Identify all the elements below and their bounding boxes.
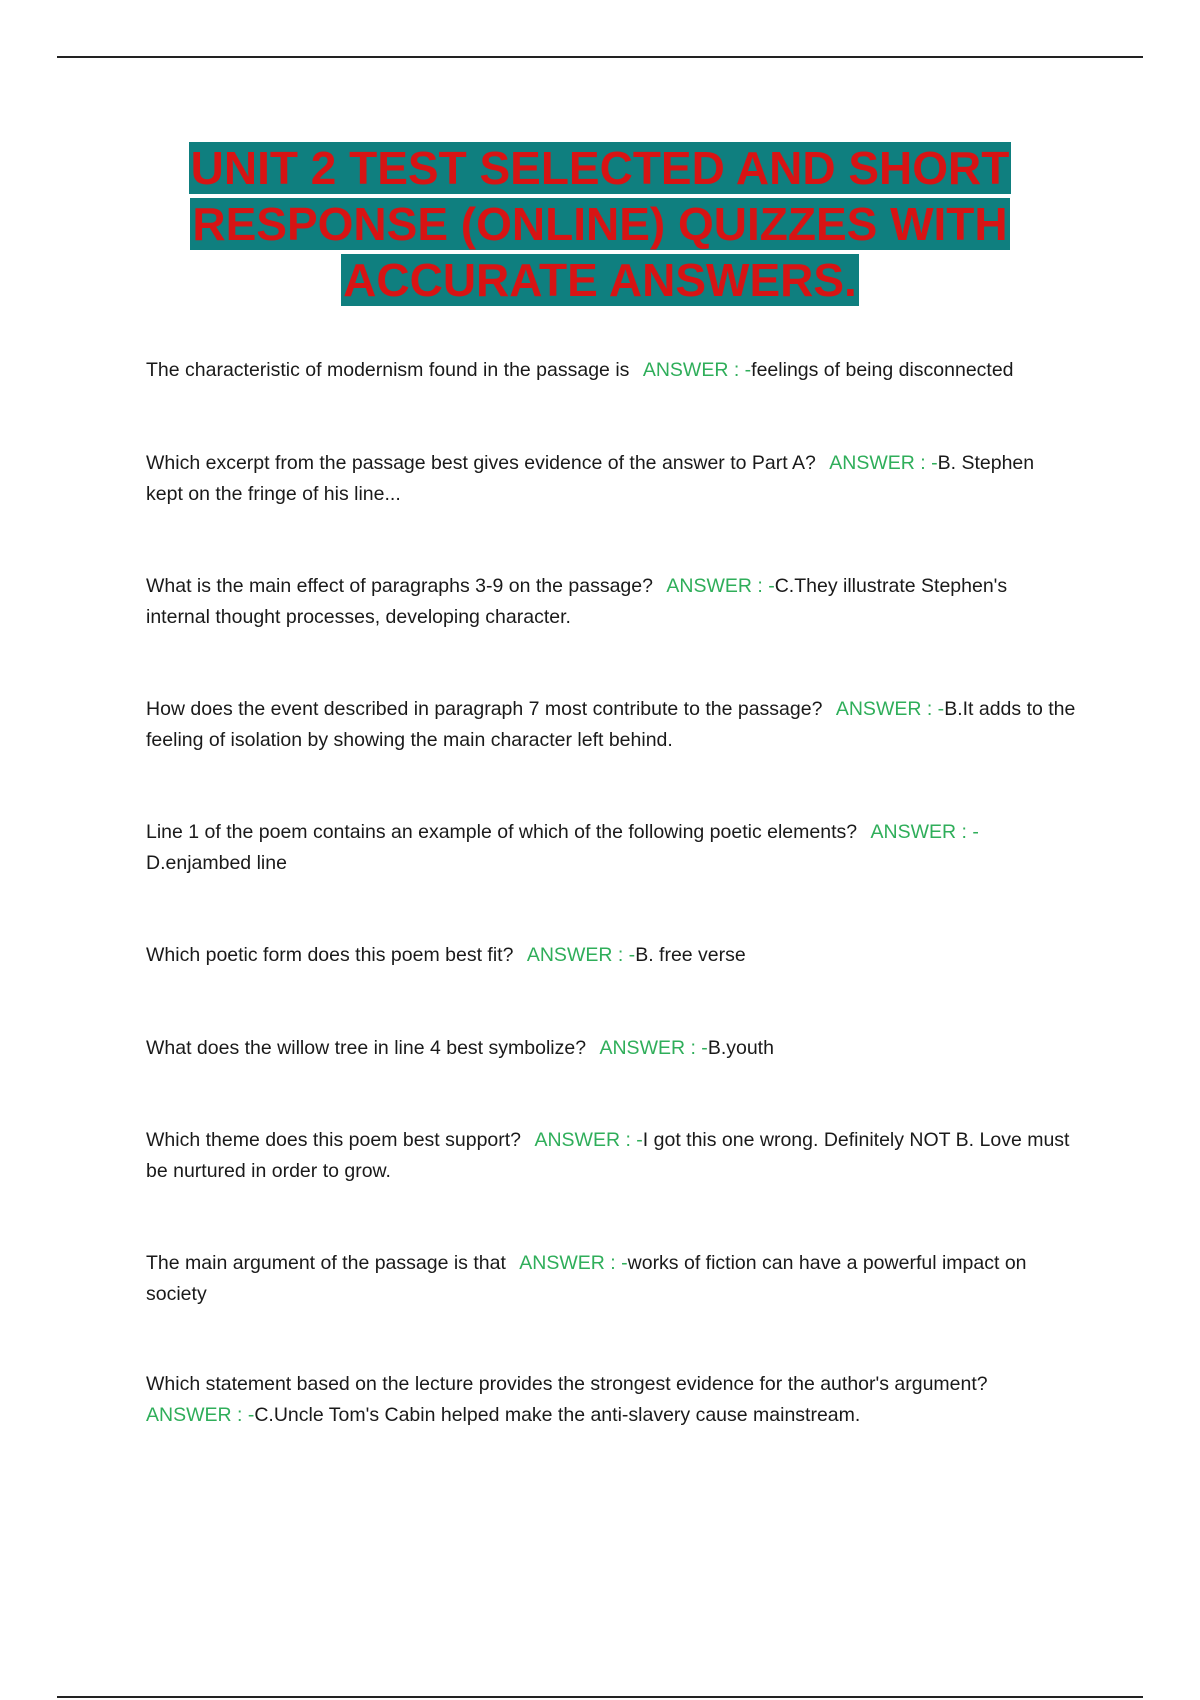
answer-text: C.They illustrate Stephen's internal thought processes, developing character.	[146, 575, 1008, 628]
answer-text: D.enjambed line	[146, 852, 287, 874]
qa-item-9	[146, 1248, 1076, 1310]
answer-label: ANSWER : -	[829, 452, 938, 474]
answer-text: works of fiction can have a powerful impact on society	[146, 1252, 1027, 1305]
answer-label: ANSWER : -	[519, 1252, 628, 1274]
title-area	[0, 140, 1200, 308]
question-text: The main argument of the passage is that	[146, 1252, 512, 1274]
question-text: What is the main effect of paragraphs 3-9 on the passage?	[146, 575, 659, 597]
answer-label: ANSWER : -	[870, 821, 979, 843]
qa-item-2	[146, 448, 1076, 510]
header-rule	[57, 56, 1143, 58]
question-text: Which poetic form does this poem best fit?	[146, 944, 519, 966]
answer-text: feelings of being disconnected	[751, 359, 1014, 381]
question-text: What does the willow tree in line 4 best symbolize?	[146, 1037, 592, 1059]
qa-item-8	[146, 1125, 1076, 1187]
document-title: UNIT 2 TEST SELECTED AND SHORT RESPONSE (ONLINE) QUIZZES WITH ACCURATE ANSWERS.	[190, 142, 1010, 306]
qa-item-1	[146, 355, 1076, 386]
question-text: Which excerpt from the passage best gives evidence of the answer to Part A?	[146, 452, 822, 474]
question-text: The characteristic of modernism found in the passage is	[146, 359, 635, 381]
footer-rule	[57, 1696, 1143, 1698]
answer-label: ANSWER : -	[526, 944, 636, 966]
question-text: How does the event described in paragraph 7 most contribute to the passage?	[146, 698, 828, 720]
qa-item-4	[146, 694, 1076, 756]
answer-text: B.youth	[707, 1037, 774, 1059]
qa-item-7	[146, 1033, 1076, 1064]
qa-item-10	[146, 1369, 1076, 1431]
answer-label: ANSWER : -	[835, 698, 945, 720]
answer-label: ANSWER : -	[666, 575, 775, 597]
answer-text: B. free verse	[635, 944, 746, 966]
answer-text: B. Stephen kept on the fringe of his line...	[146, 452, 1035, 505]
qa-item-5	[146, 817, 1076, 879]
answer-text: I got this one wrong. Definitely NOT B. Love must be nurtured in order to grow.	[146, 1129, 1070, 1182]
question-text: Which theme does this poem best support?	[146, 1129, 527, 1151]
answer-text: B.It adds to the feeling of isolation by showing the main character left behind.	[146, 698, 1076, 751]
answer-label: ANSWER : -	[642, 359, 752, 381]
answer-text: C.Uncle Tom's Cabin helped make the anti-slavery cause mainstream.	[254, 1404, 861, 1426]
answer-label: ANSWER : -	[599, 1037, 708, 1059]
question-text: Line 1 of the poem contains an example of which of the following poetic elements?	[146, 821, 863, 843]
question-text: Which statement based on the lecture provides the strongest evidence for the author's argument?	[146, 1373, 988, 1395]
qa-item-3	[146, 571, 1076, 633]
answer-label: ANSWER : -	[146, 1404, 255, 1426]
answer-label: ANSWER : -	[534, 1129, 643, 1151]
qa-item-6	[146, 940, 1076, 971]
